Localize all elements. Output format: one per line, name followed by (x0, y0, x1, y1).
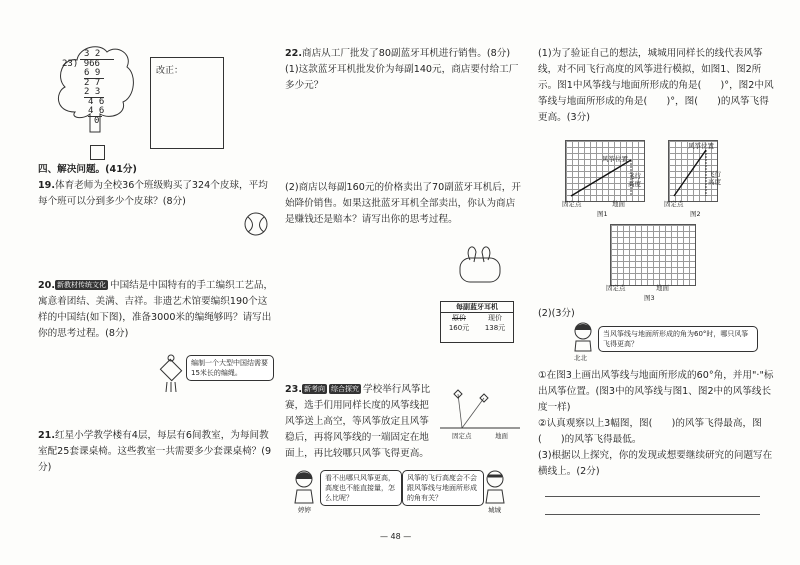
q21-text: 红星小学教学楼有4层，每层有6间教室，为每间教室配25套课桌椅。这些教室一共需要多少套课桌椅？(9分) (38, 430, 272, 473)
answer-square[interactable] (90, 145, 105, 160)
q23-ground-label: 地面 (495, 432, 508, 440)
q23-text: 学校举行风筝比赛，选手们用同样长度的风筝线把风筝送上高空，等风筝放定且风筝稳后，再将风筝线的一端固定在地面上，再比较哪只风筝飞得更高。 (285, 384, 431, 459)
q20-text: 中国结是中国特有的手工编织工艺品，寓意着团结、美满、吉祥。非遗艺术馆要编织190个这样的中国结(如下图)，准备3000米的编绳够吗？请写出你的思考过程。(8分) (38, 280, 274, 339)
fig1-fly-height: 飞行高度 (628, 172, 641, 188)
new-price-value: 138元 (484, 324, 506, 332)
beibei-avatar (572, 322, 594, 352)
fig1-label: 图1 (597, 210, 608, 218)
girl-avatar (293, 470, 315, 504)
figure-1-kite-line (565, 140, 643, 200)
correction-label: 改正： (156, 66, 184, 76)
beibei-bubble: 当风筝线与地面所形成的角为60°时，哪只风筝飞得更高？ (598, 326, 758, 352)
girl-name: 婷婷 (298, 506, 311, 514)
part1-text: (1)为了验证自己的想法，城城用同样长的线代表风筝线，对不同飞行高度的风筝进行模拟，如图1、图2所示。图1中风筝线与地面所形成的角是( )°，图2中风筝线与地面所形成的角是( )°，图( )的风筝飞得更高。(3分) (538, 48, 774, 123)
old-price-value: 160元 (448, 324, 470, 332)
section-title: 四、解决问题。(41分) (38, 164, 137, 175)
boy-bubble: 风筝的飞行高度会不会跟风筝线与地面所形成的角有关？ (402, 470, 484, 506)
q22-intro: 商店从工厂批发了80副蓝牙耳机进行销售。(8分) (302, 48, 511, 59)
figure-3-grid[interactable] (610, 224, 696, 286)
q23-fixed-point-label: 固定点 (452, 432, 472, 440)
q19-number: 19. (38, 180, 55, 191)
fig1-fixed-point: 固定点 (562, 200, 582, 208)
quotient: 3 2 (84, 49, 101, 59)
fig1-kite-pos: 风筝位置 (602, 155, 628, 163)
beibei-name: 北北 (574, 354, 587, 362)
old-price-label: 原价 (452, 314, 466, 322)
fig3-fixed-point: 固定点 (606, 284, 626, 292)
ball-icon (244, 212, 268, 236)
correction-box[interactable] (150, 57, 224, 149)
q23-tag1: 新考向 (304, 385, 325, 393)
q23-tag2: 综合探究 (331, 385, 359, 393)
q21-number: 21. (38, 430, 55, 441)
boy-avatar (484, 470, 506, 504)
part3-text: (3)根据以上探究，你的发现或想要继续研究的问题写在横线上。(2分) (538, 450, 773, 477)
q19-text: 体育老师为全校36个班级购买了324个皮球，平均每个班可以分到多少个皮球？(8分) (38, 180, 268, 207)
fig2-fixed-point: 固定点 (664, 200, 684, 208)
answer-line-1[interactable] (545, 496, 760, 497)
division-step: 2 3 (84, 87, 101, 97)
fig1-ground: 地面 (612, 200, 625, 208)
division-step: 0 (94, 116, 100, 126)
sub1-text: ①在图3上画出风筝线与地面所形成的60°角，并用"·"标出风筝位置。(图3中的风筝线与图1、图2中的风筝线长度一样) (538, 370, 774, 413)
new-price-label: 现价 (488, 314, 502, 322)
q20-bubble: 编制一个大型中国结需要15米长的编绳。 (186, 355, 274, 381)
fig3-label: 图3 (644, 294, 655, 302)
page-number: — 48 — (380, 532, 412, 541)
fig2-fly-height: 飞行高度 (708, 170, 721, 186)
division-step: 6 9 (84, 68, 101, 78)
q23-number: 23. (285, 384, 302, 395)
fig2-kite-pos: 风筝位置 (688, 142, 714, 150)
price-sign-title: 每副蓝牙耳机 (441, 302, 513, 313)
divisor: 23 (62, 59, 73, 69)
long-division: 3 2 23) 966 6 9 2 7 2 3 4 6 4 6 0 (62, 50, 122, 126)
part2-text: (2)(3分) (538, 308, 575, 319)
division-step: 2 7 (84, 78, 101, 88)
price-sign (440, 301, 514, 343)
q22-part2: (2)商店以每副160元的价格卖出了70副蓝牙耳机后，开始降价销售。如果这批蓝牙耳机全部卖出，你认为商店是赚钱还是赔本？请写出你的思考过程。 (285, 182, 521, 225)
q22-number: 22. (285, 48, 302, 59)
fig3-ground: 地面 (656, 284, 669, 292)
earbuds-icon (458, 240, 502, 288)
division-step: 4 6 (88, 97, 105, 107)
division-step: 4 6 (88, 106, 105, 116)
boy-name: 城城 (488, 506, 501, 514)
chinese-knot-icon (158, 352, 184, 392)
dividend: 966 (83, 59, 100, 69)
sub2-text: ②认真观察以上3幅图，图( )的风筝飞得最高，图( )的风筝飞得最低。 (538, 418, 762, 445)
girl-bubble: 看不出哪只风筝更高，高度也不能直接量，怎么比呢？ (320, 470, 402, 506)
answer-line-2[interactable] (545, 514, 760, 515)
q20-number: 20. (38, 280, 55, 291)
q20-tag: 新教材传统文化 (57, 281, 106, 289)
fig2-label: 图2 (690, 210, 701, 218)
q22-part1: (1)这款蓝牙耳机批发价为每副140元，商店要付给工厂多少元？ (285, 64, 519, 91)
kites-diagram (440, 388, 520, 436)
